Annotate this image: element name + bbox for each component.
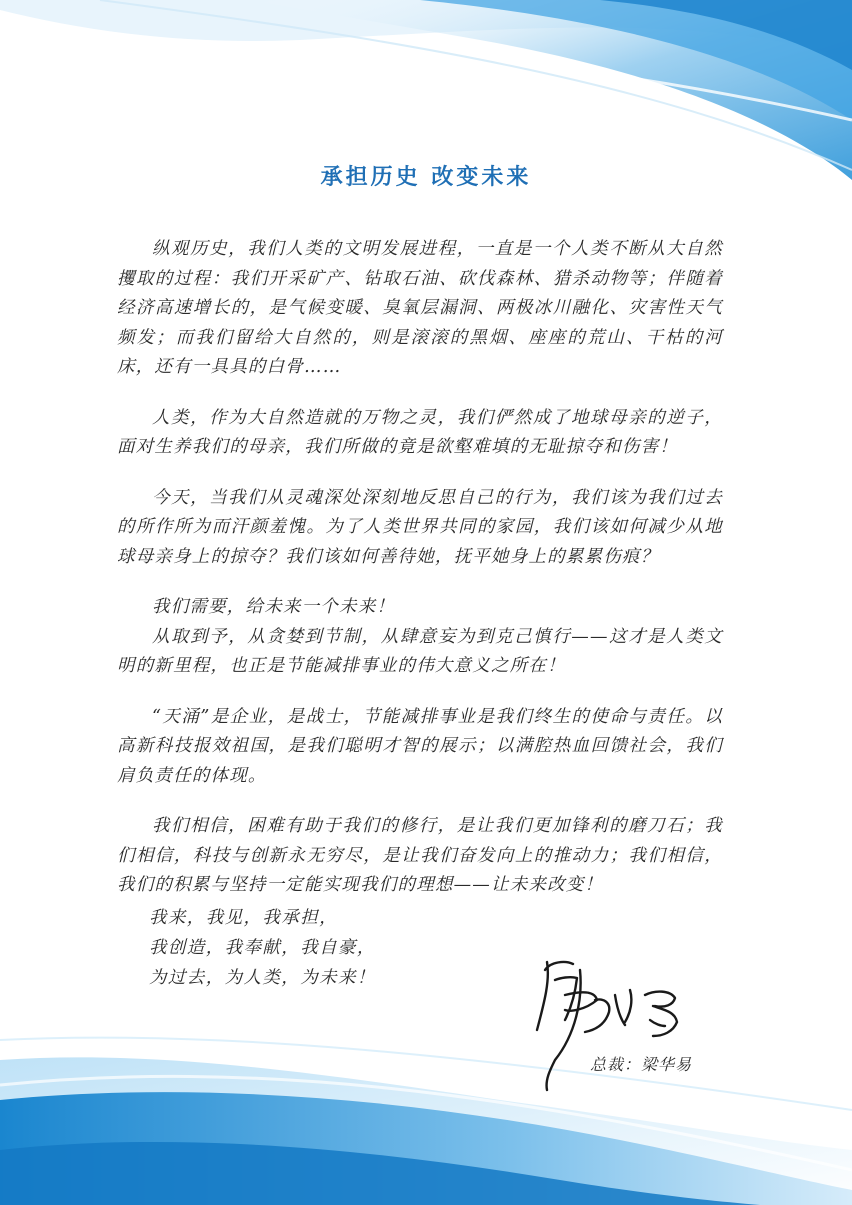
verse-line-1: 我来，我见，我承担， [149, 908, 338, 928]
paragraph-2: 人类，作为大自然造就的万物之灵，我们俨然成了地球母亲的逆子，面对生养我们的母亲，我们所做的竟是欲壑难填的无耻掠夺和伤害！ [117, 407, 723, 457]
paragraph-5: 从取到予，从贪婪到节制，从肆意妄为到克己慎行——这才是人类文明的新里程，也正是节能减排事业的伟大意义之所在！ [117, 626, 723, 676]
verse-line-3: 为过去，为人类，为未来！ [149, 968, 376, 988]
verse-line-2: 我创造，我奉献，我自豪， [149, 938, 376, 958]
paragraph-6: “天涌”是企业，是战士，节能减排事业是我们终生的使命与责任。以高新科技报效祖国，是我们聪明才智的展示；以满腔热血回馈社会，我们肩负责任的体现。 [117, 706, 723, 786]
paragraph-7: 我们相信，困难有助于我们的修行，是让我们更加锋利的磨刀石；我们相信，科技与创新永无穷尽，是让我们奋发向上的推动力；我们相信，我们的积累与坚持一定能实现我们的理想——让未来改变！ [117, 816, 723, 895]
paragraph-4: 我们需要，给未来一个未来！ [152, 597, 396, 617]
signature-caption: 总裁：梁华易 [590, 1055, 693, 1074]
letter-body [117, 235, 723, 922]
handwritten-signature [525, 940, 705, 1100]
paragraph-1: 纵观历史，我们人类的文明发展进程，一直是一个人类不断从大自然攫取的过程：我们开采矿产、钻取石油、砍伐森林、猎杀动物等；伴随着经济高速增长的，是气候变暖、臭氧层漏洞、两极冰川融化、灾害性天气频发；而我们留给大自然的，则是滚滚的黑烟、座座的荒山、干枯的河床，还有一具具的白骨…… [117, 239, 723, 377]
closing-verse [149, 903, 376, 993]
paragraph-3: 今天，当我们从灵魂深处深刻地反思自己的行为，我们该为我们过去的所作所为而汗颜羞愧。为了人类世界共同的家园，我们该如何减少从地球母亲身上的掠夺？我们该如何善待她，抚平她身上的累累伤痕？ [117, 487, 723, 567]
page-title: 承担历史 改变未来 [320, 164, 532, 190]
